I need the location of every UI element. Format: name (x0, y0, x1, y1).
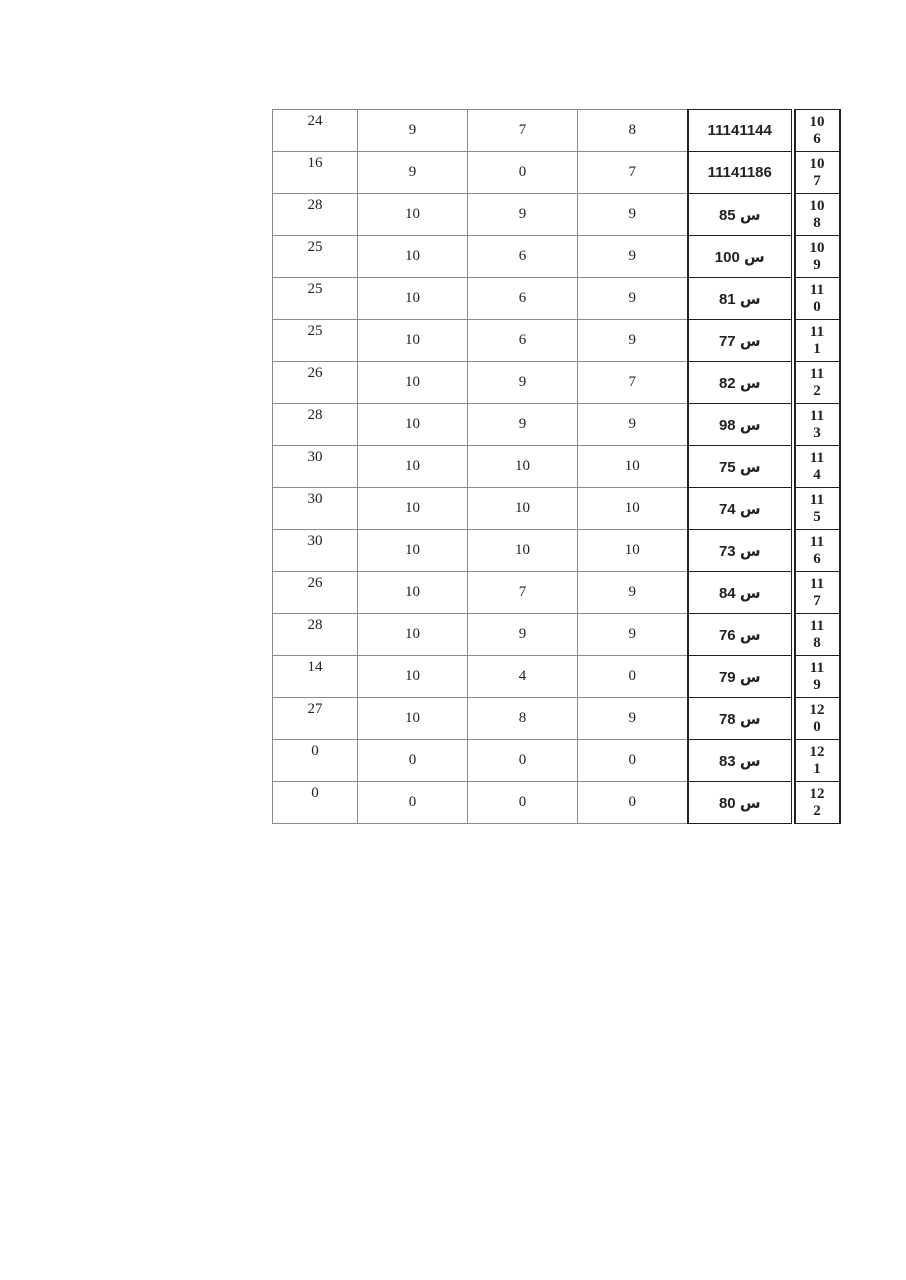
row-number-label: 118 (809, 617, 825, 651)
row-number-label: 112 (809, 365, 825, 399)
total-score-cell: 24 (273, 110, 358, 152)
score-cell-1: 9 (358, 152, 468, 194)
total-score-cell: 0 (273, 740, 358, 782)
score-cell-1: 9 (358, 110, 468, 152)
score-cell-2: 6 (468, 320, 578, 362)
student-id-cell: س 74 (688, 488, 792, 530)
score-cell-3: 9 (578, 404, 688, 446)
score-cell-3: 0 (578, 782, 688, 824)
total-score-cell: 28 (273, 614, 358, 656)
score-cell-1: 10 (358, 488, 468, 530)
table-row (273, 320, 840, 362)
total-score-cell: 25 (273, 320, 358, 362)
total-score-cell: 26 (273, 362, 358, 404)
total-score-cell: 30 (273, 446, 358, 488)
table-row (273, 572, 840, 614)
row-number-label: 121 (809, 743, 825, 777)
row-number-cell (795, 404, 840, 446)
table-row (273, 698, 840, 740)
student-id-cell: س 75 (688, 446, 792, 488)
table-row (273, 404, 840, 446)
score-cell-1: 10 (358, 320, 468, 362)
row-number-cell (795, 362, 840, 404)
score-cell-2: 0 (468, 782, 578, 824)
row-number-label: 119 (809, 659, 825, 693)
score-cell-3: 0 (578, 740, 688, 782)
table-row (273, 446, 840, 488)
row-number-label: 116 (809, 533, 825, 567)
table-row (273, 740, 840, 782)
grades-table-body (273, 110, 840, 824)
score-cell-3: 9 (578, 194, 688, 236)
row-number-cell (795, 110, 840, 152)
row-number-label: 114 (809, 449, 825, 483)
table-row (273, 362, 840, 404)
score-cell-3: 10 (578, 488, 688, 530)
score-cell-2: 10 (468, 530, 578, 572)
row-number-cell (795, 446, 840, 488)
score-cell-3: 0 (578, 656, 688, 698)
student-id-cell: س 80 (688, 782, 792, 824)
student-id-cell: 11141144 (688, 110, 792, 152)
score-cell-2: 9 (468, 404, 578, 446)
score-cell-2: 6 (468, 236, 578, 278)
row-number-label: 108 (809, 197, 825, 231)
row-number-cell (795, 572, 840, 614)
score-cell-2: 9 (468, 194, 578, 236)
score-cell-2: 9 (468, 362, 578, 404)
total-score-cell: 28 (273, 194, 358, 236)
table-row (273, 110, 840, 152)
student-id-cell: س 84 (688, 572, 792, 614)
row-number-label: 106 (809, 113, 825, 147)
score-cell-3: 10 (578, 446, 688, 488)
row-number-cell (795, 740, 840, 782)
row-number-label: 109 (809, 239, 825, 273)
total-score-cell: 25 (273, 236, 358, 278)
row-number-cell (795, 278, 840, 320)
student-id-cell: س 82 (688, 362, 792, 404)
score-cell-3: 8 (578, 110, 688, 152)
total-score-cell: 30 (273, 530, 358, 572)
score-cell-1: 10 (358, 446, 468, 488)
score-cell-1: 10 (358, 572, 468, 614)
score-cell-3: 9 (578, 572, 688, 614)
total-score-cell: 14 (273, 656, 358, 698)
row-number-label: 113 (809, 407, 825, 441)
row-number-label: 107 (809, 155, 825, 189)
score-cell-3: 10 (578, 530, 688, 572)
score-cell-1: 10 (358, 278, 468, 320)
score-cell-1: 10 (358, 362, 468, 404)
student-id-cell: س 98 (688, 404, 792, 446)
score-cell-2: 4 (468, 656, 578, 698)
total-score-cell: 25 (273, 278, 358, 320)
score-cell-3: 9 (578, 698, 688, 740)
score-cell-1: 10 (358, 614, 468, 656)
row-number-cell (795, 488, 840, 530)
table-row (273, 782, 840, 824)
row-number-cell (795, 530, 840, 572)
score-cell-3: 9 (578, 614, 688, 656)
table-row (273, 236, 840, 278)
score-cell-2: 7 (468, 110, 578, 152)
row-number-label: 115 (809, 491, 825, 525)
student-id-cell: س 85 (688, 194, 792, 236)
row-number-cell (795, 320, 840, 362)
row-number-label: 120 (809, 701, 825, 735)
score-cell-2: 10 (468, 488, 578, 530)
score-cell-3: 9 (578, 320, 688, 362)
score-cell-2: 7 (468, 572, 578, 614)
row-number-label: 122 (809, 785, 825, 819)
row-number-label: 110 (809, 281, 825, 315)
student-id-cell: س 100 (688, 236, 792, 278)
row-number-cell (795, 698, 840, 740)
score-cell-1: 0 (358, 782, 468, 824)
student-id-cell: س 81 (688, 278, 792, 320)
score-cell-1: 10 (358, 236, 468, 278)
table-row (273, 614, 840, 656)
total-score-cell: 27 (273, 698, 358, 740)
student-id-cell: س 77 (688, 320, 792, 362)
total-score-cell: 16 (273, 152, 358, 194)
table-row (273, 656, 840, 698)
student-id-cell: 11141186 (688, 152, 792, 194)
score-cell-2: 9 (468, 614, 578, 656)
score-cell-2: 0 (468, 152, 578, 194)
table-row (273, 278, 840, 320)
row-number-cell (795, 236, 840, 278)
row-number-cell (795, 194, 840, 236)
table-row (273, 194, 840, 236)
score-cell-2: 10 (468, 446, 578, 488)
total-score-cell: 0 (273, 782, 358, 824)
student-id-cell: س 76 (688, 614, 792, 656)
student-id-cell: س 73 (688, 530, 792, 572)
table-row (273, 530, 840, 572)
score-cell-1: 10 (358, 194, 468, 236)
row-number-label: 111 (809, 323, 825, 357)
score-cell-2: 0 (468, 740, 578, 782)
student-id-cell: س 78 (688, 698, 792, 740)
score-cell-1: 10 (358, 404, 468, 446)
score-cell-1: 10 (358, 698, 468, 740)
grades-table (272, 109, 841, 824)
table-row (273, 152, 840, 194)
row-number-cell (795, 782, 840, 824)
row-number-cell (795, 152, 840, 194)
row-number-label: 117 (809, 575, 825, 609)
score-cell-3: 7 (578, 152, 688, 194)
row-number-cell (795, 614, 840, 656)
student-id-cell: س 79 (688, 656, 792, 698)
score-cell-3: 9 (578, 278, 688, 320)
row-number-cell (795, 656, 840, 698)
total-score-cell: 26 (273, 572, 358, 614)
table-row (273, 488, 840, 530)
score-cell-2: 8 (468, 698, 578, 740)
score-cell-3: 7 (578, 362, 688, 404)
score-cell-1: 10 (358, 656, 468, 698)
score-cell-1: 0 (358, 740, 468, 782)
score-cell-3: 9 (578, 236, 688, 278)
score-cell-2: 6 (468, 278, 578, 320)
score-cell-1: 10 (358, 530, 468, 572)
student-id-cell: س 83 (688, 740, 792, 782)
total-score-cell: 28 (273, 404, 358, 446)
total-score-cell: 30 (273, 488, 358, 530)
